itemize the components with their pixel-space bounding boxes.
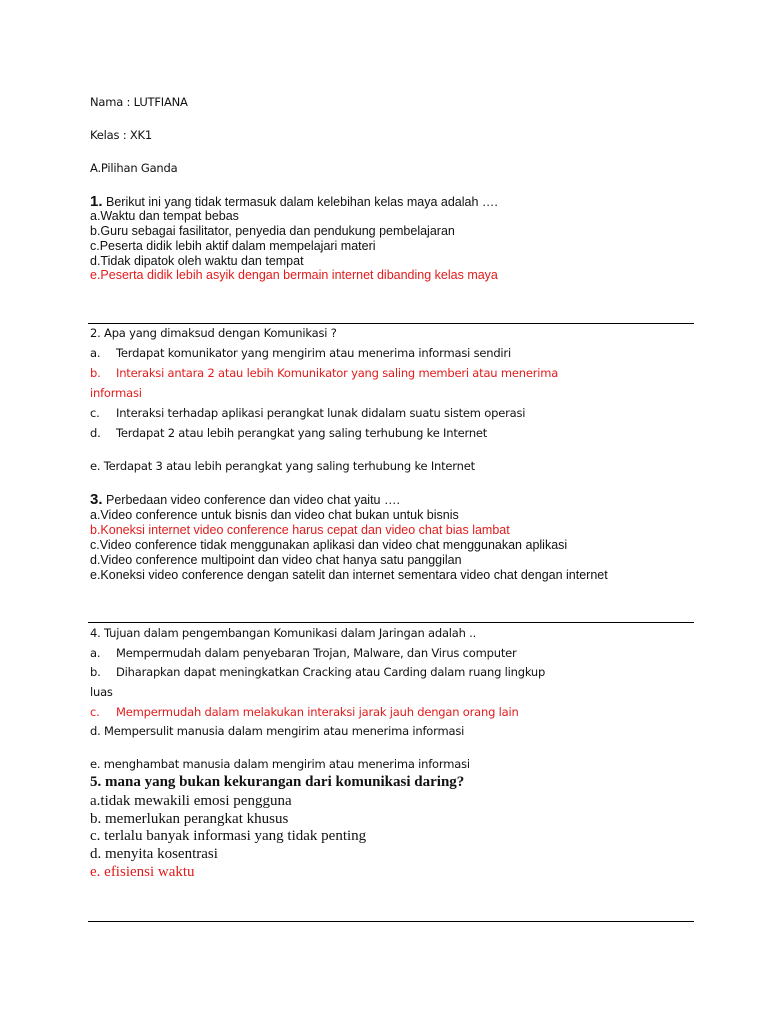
question-3-number: 3. [90, 491, 103, 508]
q1-option-c: c.Peserta didik lebih aktif dalam mempelajari materi [90, 239, 376, 253]
q5-option-b: b. memerlukan perangkat khusus [90, 811, 289, 827]
q4-option-b-continued: luas [90, 685, 113, 699]
q4-option-c-text: Mempermudah dalam melakukan interaksi jarak jauh dengan orang lain [116, 705, 519, 719]
q5-option-e-answer: e. efisiensi waktu [90, 864, 195, 880]
q2-option-c-text: Interaksi terhadap aplikasi perangkat lunak didalam suatu sistem operasi [116, 406, 526, 420]
q1-option-e-answer: e.Peserta didik lebih asyik dengan bermain internet dibanding kelas maya [90, 268, 498, 282]
q5-option-a: a.tidak mewakili emosi pengguna [90, 793, 292, 809]
q2-option-a [90, 346, 511, 360]
divider [88, 622, 694, 623]
q3-option-e: e.Koneksi video conference dengan satelit dan internet sementara video chat dengan internet [90, 568, 608, 582]
section-title: A.Pilihan Ganda [90, 161, 178, 175]
q2-option-d-text: Terdapat 2 atau lebih perangkat yang saling terhubung ke Internet [116, 426, 488, 440]
q4-option-c-letter: c. [90, 705, 100, 719]
q2-option-d-letter: d. [90, 426, 101, 440]
q1-option-d: d.Tidak dipatok oleh waktu dan tempat [90, 254, 304, 268]
q2-option-b-continued: informasi [90, 386, 142, 400]
q4-option-b [90, 665, 545, 679]
question-2: 2. Apa yang dimaksud dengan Komunikasi ? [90, 326, 337, 340]
q2-option-a-text: Terdapat komunikator yang mengirim atau menerima informasi sendiri [116, 346, 511, 360]
q4-option-e: e. menghambat manusia dalam mengirim atau menerima informasi [90, 757, 470, 771]
q1-option-b: b.Guru sebagai fasilitator, penyedia dan pendukung pembelajaran [90, 224, 455, 238]
q4-option-a-letter: a. [90, 646, 101, 660]
q4-option-b-text: Diharapkan dapat meningkatkan Cracking atau Carding dalam ruang lingkup [116, 665, 546, 679]
q2-option-c-letter: c. [90, 406, 100, 420]
q1-option-a: a.Waktu dan tempat bebas [90, 209, 239, 223]
question-1-number: 1. [90, 193, 103, 210]
q2-option-b-text: Interaksi antara 2 atau lebih Komunikator yang saling memberi atau menerima [116, 366, 559, 380]
q2-option-a-letter: a. [90, 346, 101, 360]
q4-option-a-text: Mempermudah dalam penyebaran Trojan, Malware, dan Virus computer [116, 646, 517, 660]
q3-option-a: a.Video conference untuk bisnis dan video chat bukan untuk bisnis [90, 508, 459, 522]
q5-option-d: d. menyita kosentrasi [90, 846, 218, 862]
question-4: 4. Tujuan dalam pengembangan Komunikasi dalam Jaringan adalah .. [90, 626, 477, 640]
question-3-text: Perbedaan video conference dan video chat yaitu …. [106, 493, 400, 507]
q4-option-d: d. Mempersulit manusia dalam mengirim atau menerima informasi [90, 724, 465, 738]
divider [88, 323, 694, 324]
question-5: 5. mana yang bukan kekurangan dari komunikasi daring? [90, 774, 465, 790]
divider [88, 921, 694, 922]
q4-option-c-answer [90, 705, 519, 719]
q2-option-b-answer [90, 366, 558, 380]
question-1-text: Berikut ini yang tidak termasuk dalam kelebihan kelas maya adalah …. [106, 195, 498, 209]
q2-option-e: e. Terdapat 3 atau lebih perangkat yang saling terhubung ke Internet [90, 459, 475, 473]
student-name: Nama : LUTFIANA [90, 95, 188, 109]
q2-option-d [90, 426, 487, 440]
q2-option-c [90, 406, 525, 420]
student-class: Kelas : XK1 [90, 128, 152, 142]
q3-option-b-answer: b.Koneksi internet video conference harus cepat dan video chat bias lambat [90, 523, 510, 537]
q5-option-c: c. terlalu banyak informasi yang tidak penting [90, 828, 367, 844]
q3-option-d: d.Video conference multipoint dan video chat hanya satu panggilan [90, 553, 462, 567]
q4-option-a [90, 646, 517, 660]
question-1 [90, 193, 498, 210]
question-3 [90, 491, 400, 508]
q3-option-c: c.Video conference tidak menggunakan aplikasi dan video chat menggunakan aplikasi [90, 538, 568, 552]
q2-option-b-letter: b. [90, 366, 101, 380]
q4-option-b-letter: b. [90, 665, 101, 679]
